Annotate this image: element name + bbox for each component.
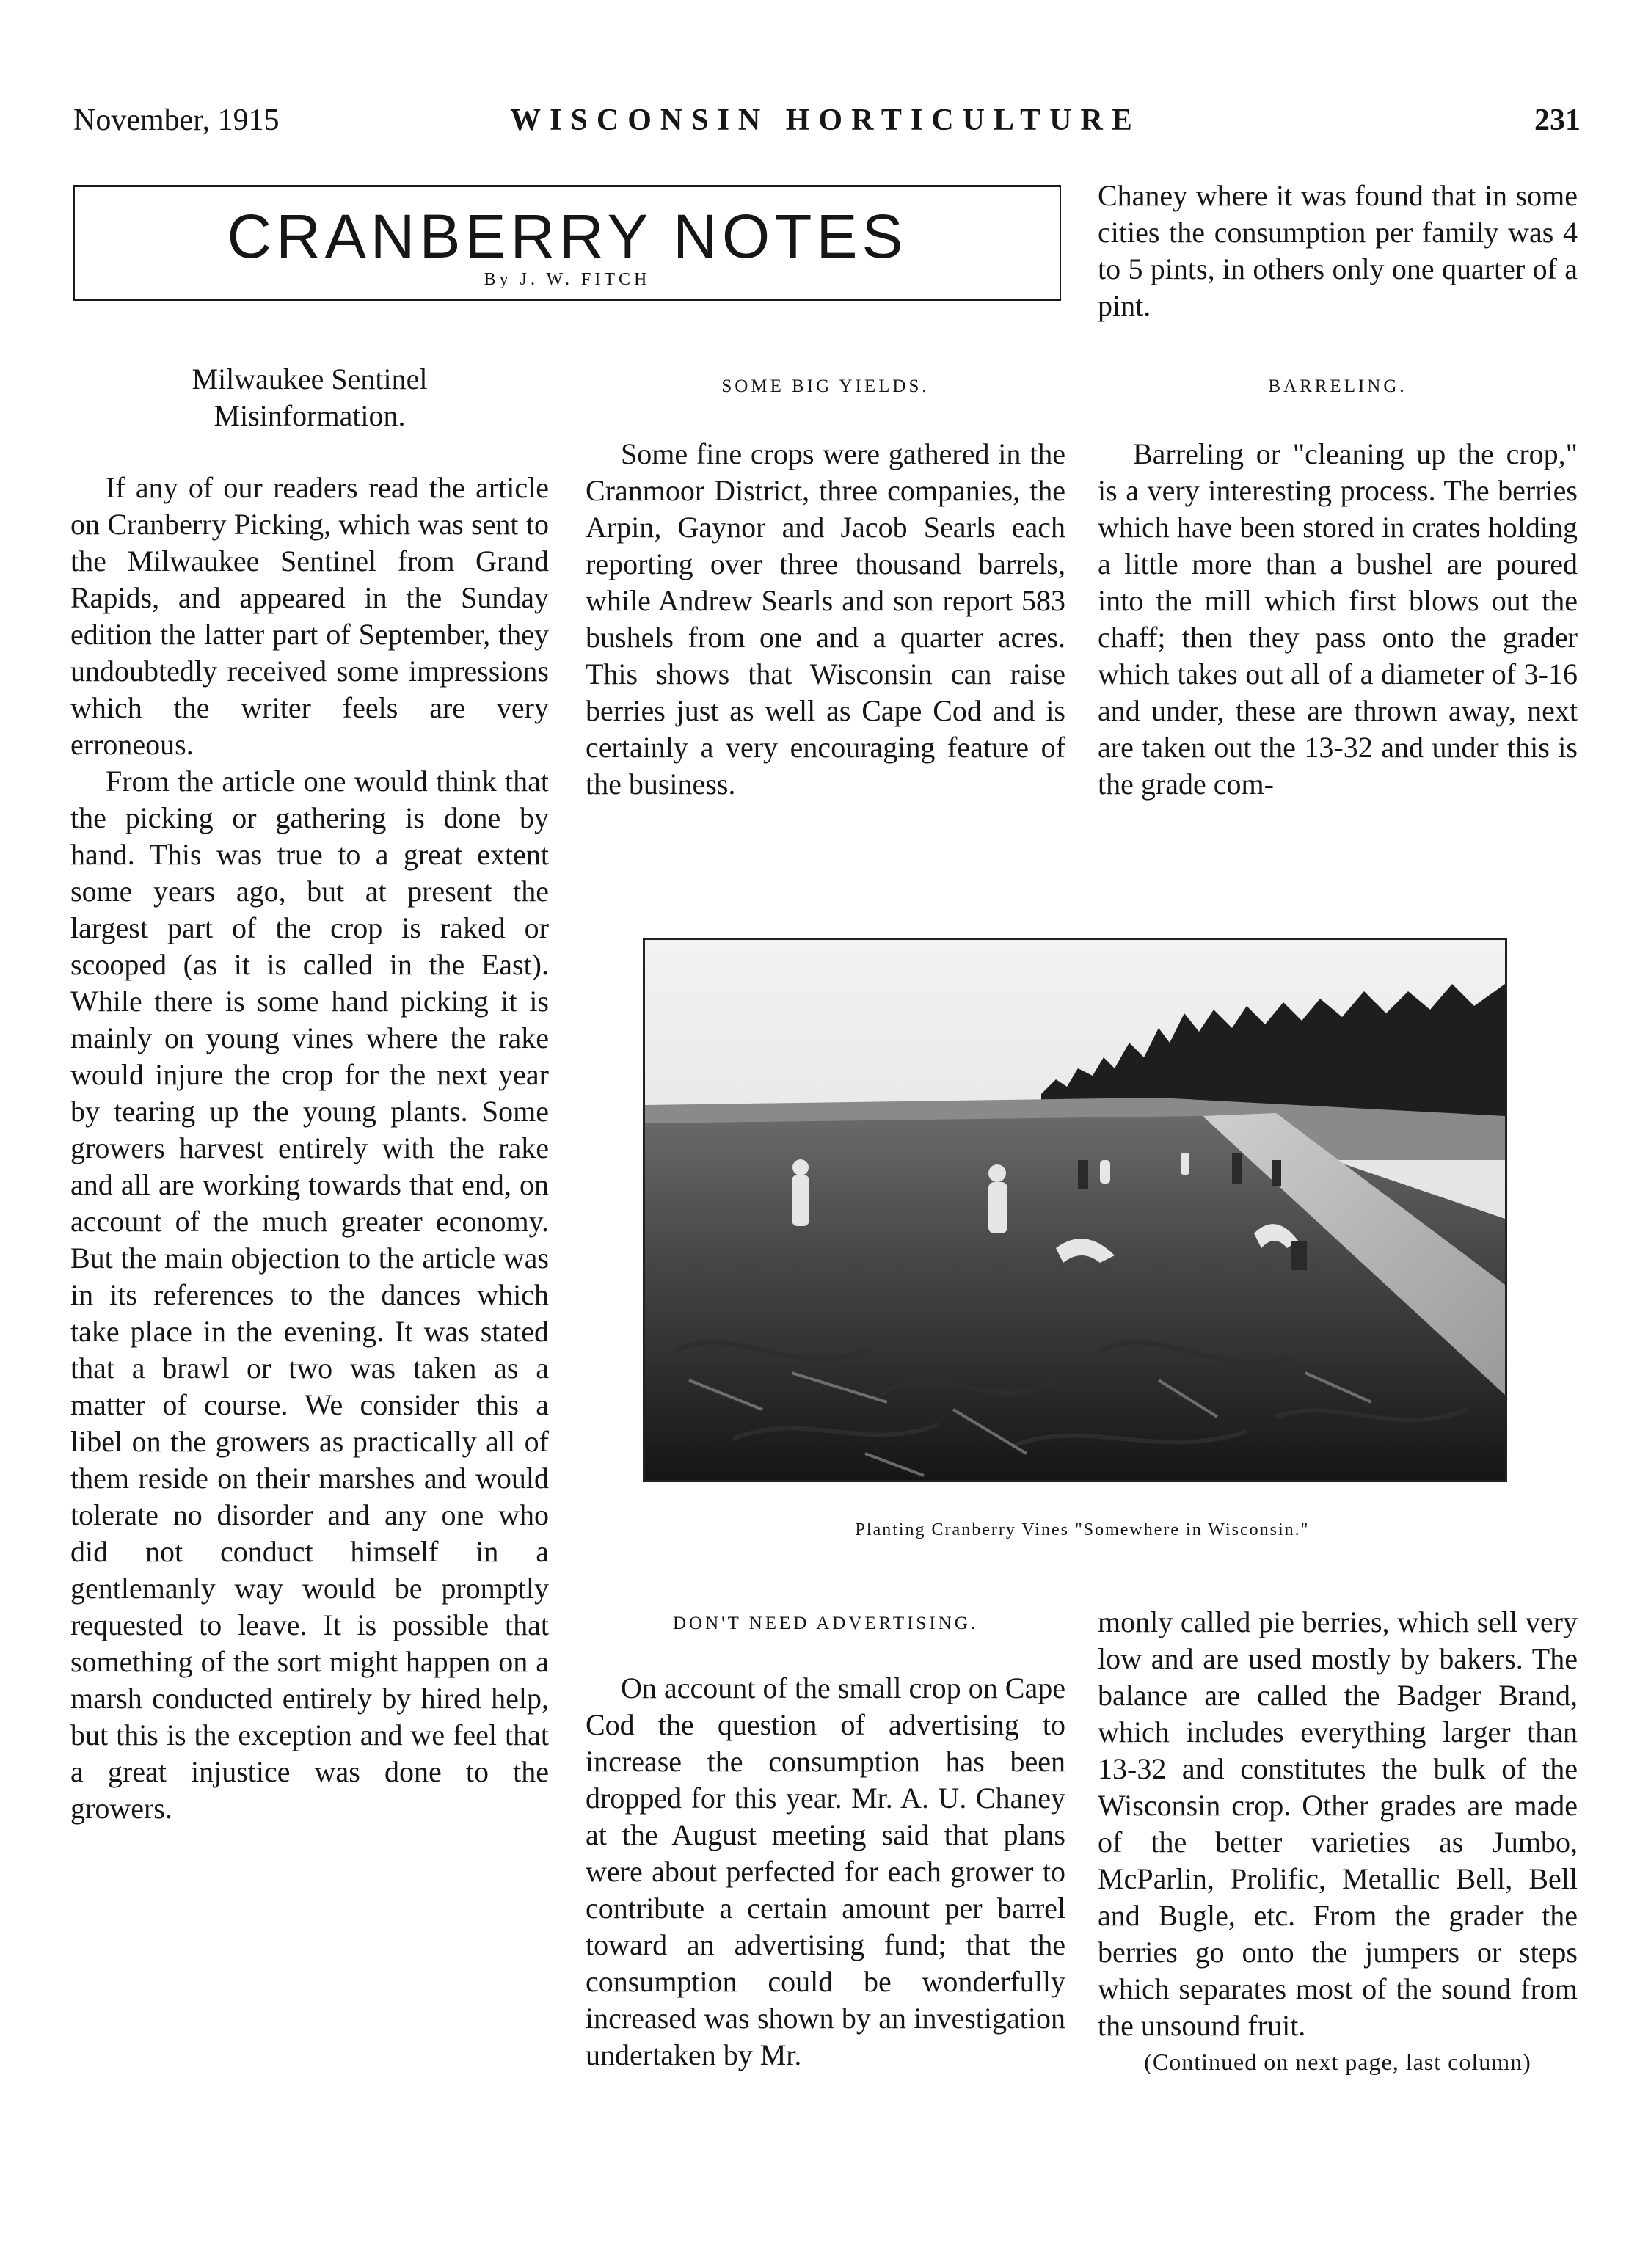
column-1 — [70, 361, 549, 1827]
section-heading-big-yields: SOME BIG YIELDS. — [721, 376, 930, 396]
paragraph: monly called pie berries, which sell very low and are used mostly by bakers. The balance are called the Badger Brand, which includes everything larger than 13-32 and constitutes the bulk of the Wisconsin crop. Other grades are made of the better varieties as Jumbo, McParlin, Prolific, Metallic Bell, Bell and Bugle, etc. From the grader the berries go onto the jumpers or steps which separates most of the sound from the unsound fruit. — [1098, 1605, 1578, 2042]
cranberry-planting-photo — [643, 938, 1507, 1482]
paragraph: From the article one would think that the picking or gathering is done by hand. This was true to a great extent some years ago, but at present the largest part of the crop is raked or scooped (as it is called in the East). While there is some hand picking it is mainly on young vines where the rake would injure the crop for the next year by tearing up the young plants. Some growers harvest entirely with the rake and all are working towards that end, on account of the much greater economy. But the main objection to the article was in its references to the dances which take place in the evening. It was stated that a brawl or two was taken as a matter of course. We consider this a libel on the growers as practically all of them reside on their marshes and would tolerate no disorder and any one who did not conduct himself in a gentlemanly way would be promptly requested to leave. It is possible that something of the sort might happen on a marsh conducted entirely by hired help, but this is the exception and we feel that a great injustice was done to the growers. — [70, 765, 549, 1825]
column-3-barreling — [1098, 376, 1578, 803]
page-number: 231 — [1534, 103, 1581, 137]
paragraph: On account of the small crop on Cape Cod the question of advertising to increase the consumption has been dropped for this year. Mr. A. U. Chaney at the August meeting said that plans were about perfected for each grower to contribute a certain amount per barrel toward an advertising fund; that the consumption could be wonderfully increased was shown by an investigation undertaken by Mr. — [586, 1671, 1065, 2071]
journal-title: WISCONSIN HORTICULTURE — [510, 103, 1141, 137]
section-heading-advertising: DON'T NEED ADVERTISING. — [672, 1614, 979, 1633]
continued-note: (Continued on next page, last column) — [1144, 2049, 1531, 2075]
article-byline: By J. W. FITCH — [484, 270, 651, 289]
column-3 — [1098, 178, 1578, 324]
article-title: CRANBERRY NOTES — [227, 202, 908, 271]
article-title-box — [73, 185, 1061, 301]
photo-illustration — [645, 940, 1505, 1480]
column-2 — [586, 376, 1065, 803]
section-heading-milwaukee-sentinel: Milwaukee Sentinel Misinformation. — [192, 362, 428, 432]
paragraph: Some fine crops were gathered in the Cranmoor District, three companies, the Arpin, Gaynor and Jacob Searls each reporting over three thousand barrels, while Andrew Searls and son report 583 bushels from one and a quarter acres. This shows that Wisconsin can raise berries just as well as Cape Cod and is certainly a very encouraging feature of the business. — [586, 437, 1065, 801]
paragraph: Barreling or "cleaning up the crop," is a very interesting process. The berries which have been stored in crates holding a little more than a bushel are poured into the mill which first blows out the chaff; then they pass onto the grader which takes out all of a diameter of 3-16 and under, these are thrown away, next are taken out the 13-32 and under this is the grade com- — [1098, 437, 1578, 801]
paragraph: If any of our readers read the article on Cranberry Picking, which was sent to the Milwaukee Sentinel from Grand Rapids, and appeared in the Sunday edition the latter part of September, they undoubtedly received some impressions which the writer feels are very erroneous. — [70, 471, 549, 761]
column-2-lower — [586, 1613, 1065, 2074]
issue-date: November, 1915 — [73, 103, 280, 137]
section-heading-barreling: BARRELING. — [1268, 376, 1407, 396]
photo-caption: Planting Cranberry Vines "Somewhere in Wisconsin." — [855, 1520, 1310, 1539]
column-3-lower — [1098, 1604, 1578, 2076]
paragraph: Chaney where it was found that in some cities the consumption per family was 4 to 5 pints, in others only one quarter of a pint. — [1098, 179, 1578, 322]
